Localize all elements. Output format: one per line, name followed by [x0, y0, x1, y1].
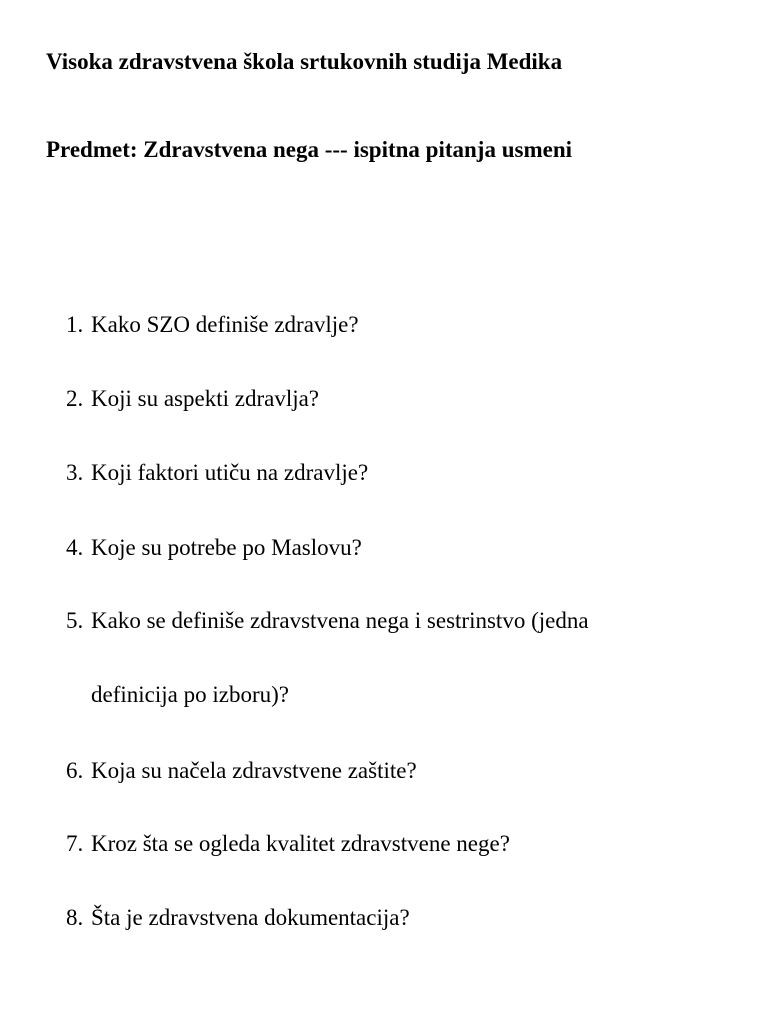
question-text: Kroz šta se ogleda kvalitet zdravstvene nege? — [91, 831, 510, 856]
question-number: 1. — [66, 312, 84, 337]
question-text-continuation: definicija po izboru)? — [91, 682, 289, 707]
question-number: 7. — [66, 831, 84, 856]
question-text: Kako se definiše zdravstvena nega i sestrinstvo (jedna — [91, 608, 589, 633]
question-number: 5. — [66, 608, 84, 633]
question-text: Koji faktori utiču na zdravlje? — [91, 460, 369, 485]
question-text: Koja su načela zdravstvene zaštite? — [91, 758, 417, 783]
question-text: Šta je zdravstvena dokumentacija? — [91, 905, 410, 930]
subject-line: Predmet: Zdravstvena nega --- ispitna pitanja usmeni — [46, 137, 573, 162]
question-number: 8. — [66, 905, 84, 930]
question-text: Koji su aspekti zdravlja? — [91, 386, 320, 411]
school-title: Visoka zdravstvena škola srtukovnih studija Medika — [46, 49, 563, 74]
question-number: 4. — [66, 535, 84, 560]
question-text: Koje su potrebe po Maslovu? — [91, 535, 362, 560]
question-number: 6. — [66, 758, 84, 783]
question-number: 2. — [66, 386, 84, 411]
question-text: Kako SZO definiše zdravlje? — [91, 312, 359, 337]
question-number: 3. — [66, 460, 84, 485]
